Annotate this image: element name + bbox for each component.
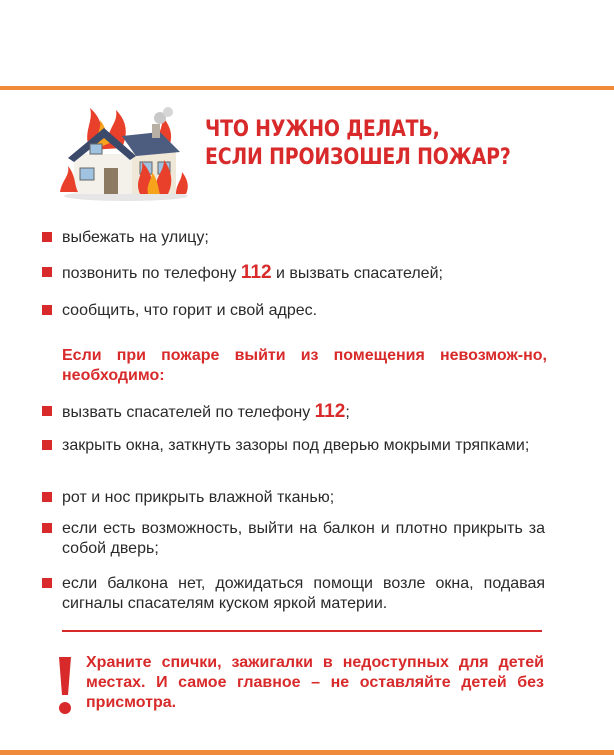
exclamation-icon bbox=[56, 655, 74, 717]
section-divider bbox=[62, 630, 542, 632]
page-title bbox=[205, 116, 511, 172]
phone-number: 112 bbox=[314, 401, 346, 422]
bullet-icon bbox=[42, 232, 52, 242]
list-item-text: выбежать на улицу; bbox=[62, 229, 209, 246]
bullet-icon bbox=[42, 578, 52, 588]
list-item-text: позвонить по телефону 112 и вызвать спасателей; bbox=[62, 262, 443, 283]
list-item-text: вызвать спасателей по телефону 112; bbox=[62, 401, 350, 422]
bullet-icon bbox=[42, 492, 52, 502]
list-item-text: сообщить, что горит и свой адрес. bbox=[62, 302, 318, 319]
phone-number: 112 bbox=[240, 262, 272, 283]
bullet-icon bbox=[42, 406, 52, 416]
list-item-text: если балкона нет, дожидаться помощи возле окна, подавая сигналы спасателям куском яркой материи. bbox=[62, 575, 545, 612]
list-item-text: закрыть окна, заткнуть зазоры под дверью мокрыми тряпками; bbox=[62, 437, 530, 454]
bottom-divider bbox=[0, 750, 614, 755]
warning-text: Храните спички, зажигалки в недоступных для детей местах. И самое главное – не оставляйте детей без присмотра. bbox=[86, 654, 544, 711]
bullet-icon bbox=[42, 440, 52, 450]
top-divider bbox=[0, 86, 614, 90]
bullet-icon bbox=[42, 523, 52, 533]
list-item-text: рот и нос прикрыть влажной тканью; bbox=[62, 489, 335, 506]
bullet-icon bbox=[42, 267, 52, 277]
title-line-1: ЧТО НУЖНО ДЕЛАТЬ, bbox=[205, 117, 440, 142]
list-item-text: если есть возможность, выйти на балкон и плотно прикрыть за собой дверь; bbox=[62, 520, 545, 557]
burning-house-icon bbox=[60, 102, 192, 202]
title-line-2: ЕСЛИ ПРОИЗОШЕЛ ПОЖАР? bbox=[205, 145, 511, 170]
section-subheading: Если при пожаре выйти из помещения невозмож-но, необходимо: bbox=[62, 347, 547, 384]
bullet-icon bbox=[42, 305, 52, 315]
